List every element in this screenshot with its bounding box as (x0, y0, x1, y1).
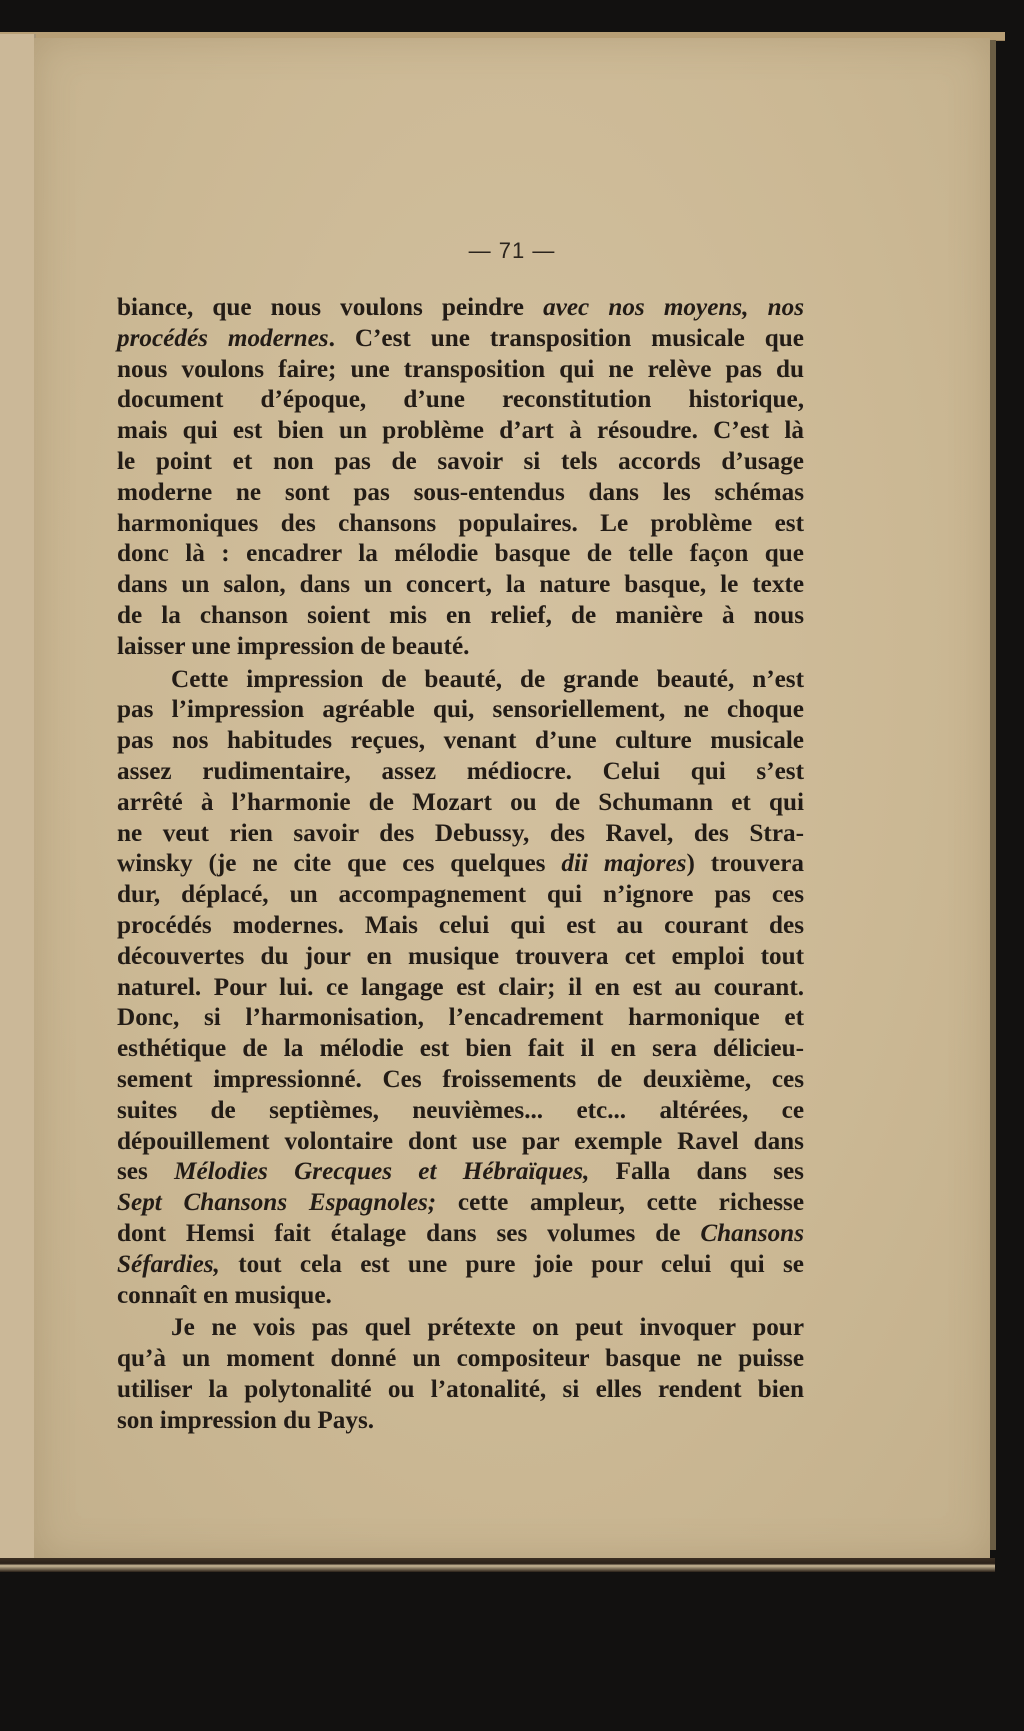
text-line (117, 665, 804, 696)
text-run: dans un salon, dans un concert, la nature basque, le texte (117, 571, 804, 599)
text-run: Je ne vois pas quel prétexte on peut invoquer pour (171, 1314, 804, 1342)
paragraph (117, 665, 804, 1312)
italic-text: procédés modernes (117, 324, 329, 352)
text-run: . C’est une transposition musicale que (328, 324, 804, 352)
text-line (117, 570, 804, 601)
text-run: dur, déplacé, un accompagnement qui n’ignore pas ces (117, 881, 804, 909)
text-line (117, 1219, 804, 1250)
italic-text: avec nos moyens, nos (543, 294, 804, 321)
text-run: son impression du Pays. (117, 1406, 375, 1434)
text-run: dont Hemsi fait étalage dans ses volumes de (117, 1219, 701, 1247)
text-run: naturel. Pour lui. ce langage est clair; il en est au courant. (117, 973, 804, 1001)
text-run: procédés modernes. Mais celui qui est au courant des (117, 911, 804, 939)
text-line (117, 911, 804, 942)
text-run: pas l’impression agréable qui, sensoriellement, ne choque (117, 696, 804, 724)
text-line (117, 819, 804, 850)
text-line (117, 539, 804, 570)
text-run: qu’à un moment donné un compositeur basque ne puisse (117, 1345, 804, 1373)
text-line (117, 1157, 804, 1188)
text-run: cette ampleur, cette richesse (436, 1189, 804, 1217)
text-run: ne veut rien savoir des Debussy, des Ravel, des Stra- (117, 819, 804, 847)
page-bottom-edge (0, 1558, 995, 1572)
text-run: donc là : encadrer la mélodie basque de telle façon que (117, 540, 804, 568)
text-run: biance, que nous voulons peindre (117, 294, 544, 321)
text-line (117, 757, 804, 788)
text-line (117, 1065, 804, 1096)
body-text (117, 293, 804, 1436)
text-run: arrêté à l’harmonie de Mozart ou de Schumann et qui (117, 788, 804, 816)
paragraph (117, 1313, 804, 1436)
page-right-edge (990, 40, 996, 1550)
text-run: Falla dans ses (589, 1158, 804, 1186)
text-line (117, 695, 804, 726)
italic-text: Mélodies Grecques et Hébraïques, (174, 1158, 590, 1186)
text-line (117, 385, 804, 416)
text-line (117, 942, 804, 973)
text-line (117, 1096, 804, 1127)
text-line (117, 1406, 804, 1437)
text-line (117, 788, 804, 819)
text-run: suites de septièmes, neuvièmes... etc... altérées, ce (117, 1096, 804, 1124)
text-run: esthétique de la mélodie est bien fait il en sera délicieu- (117, 1035, 804, 1063)
text-line (117, 1188, 804, 1219)
text-run: harmoniques des chansons populaires. Le problème est (117, 509, 804, 537)
text-run: découvertes du jour en musique trouvera cet emploi tout (117, 942, 804, 970)
text-run: Cette impression de beauté, de grande beauté, n’est (171, 665, 804, 693)
paragraph (117, 293, 804, 663)
text-line (117, 1281, 804, 1312)
text-run: tout cela est une pure joie pour celui qui se (219, 1250, 804, 1278)
text-run: connaît en musique. (117, 1281, 332, 1309)
text-run: mais qui est bien un problème d’art à résoudre. C’est là (117, 417, 804, 445)
text-run: laisser une impression de beauté. (117, 632, 470, 660)
text-run: dépouillement volontaire dont use par exemple Ravel dans (117, 1127, 804, 1155)
text-line (117, 447, 804, 478)
text-line (117, 880, 804, 911)
italic-text: Chansons (700, 1219, 804, 1247)
text-run: assez rudimentaire, assez médiocre. Celui qui s’est (117, 757, 804, 785)
text-run: Donc, si l’harmonisation, l’encadrement harmonique et (117, 1004, 804, 1032)
text-line (117, 1127, 804, 1158)
text-run: utiliser la polytonalité ou l’atonalité, si elles rendent bien (117, 1375, 804, 1403)
text-run: sement impressionné. Ces froissements de deuxième, ces (117, 1065, 804, 1093)
text-line (117, 1003, 804, 1034)
text-run: document d’époque, d’une reconstitution historique, (117, 386, 804, 414)
page-number: — 71 — (468, 238, 556, 263)
text-line (117, 1250, 804, 1281)
text-run: pas nos habitudes reçues, venant d’une culture musicale (117, 727, 804, 755)
text-line (117, 1313, 804, 1344)
text-line (117, 973, 804, 1004)
text-line (117, 324, 804, 355)
text-run: de la chanson soient mis en relief, de manière à nous (117, 601, 804, 629)
text-line (117, 1344, 804, 1375)
text-run: ) trouvera (686, 850, 804, 878)
text-run: nous voulons faire; une transposition qui ne relève pas du (117, 355, 804, 383)
text-line (117, 849, 804, 880)
text-line (117, 726, 804, 757)
text-line (117, 478, 804, 509)
italic-text: dii majores (561, 850, 687, 878)
text-line (117, 355, 804, 386)
italic-text: Séfardies, (117, 1250, 220, 1278)
text-run: le point et non pas de savoir si tels accords d’usage (117, 447, 804, 475)
text-run: winsky (je ne cite que ces quelques (117, 850, 562, 878)
text-line (117, 416, 804, 447)
text-run: moderne ne sont pas sous-entendus dans les schémas (117, 478, 804, 506)
text-run: ses (117, 1158, 175, 1186)
italic-text: Sept Chansons Espagnoles; (117, 1189, 437, 1217)
text-line (117, 632, 804, 663)
text-line (117, 509, 804, 540)
text-line (117, 293, 804, 324)
text-line (117, 1375, 804, 1406)
text-line (117, 601, 804, 632)
text-line (117, 1034, 804, 1065)
